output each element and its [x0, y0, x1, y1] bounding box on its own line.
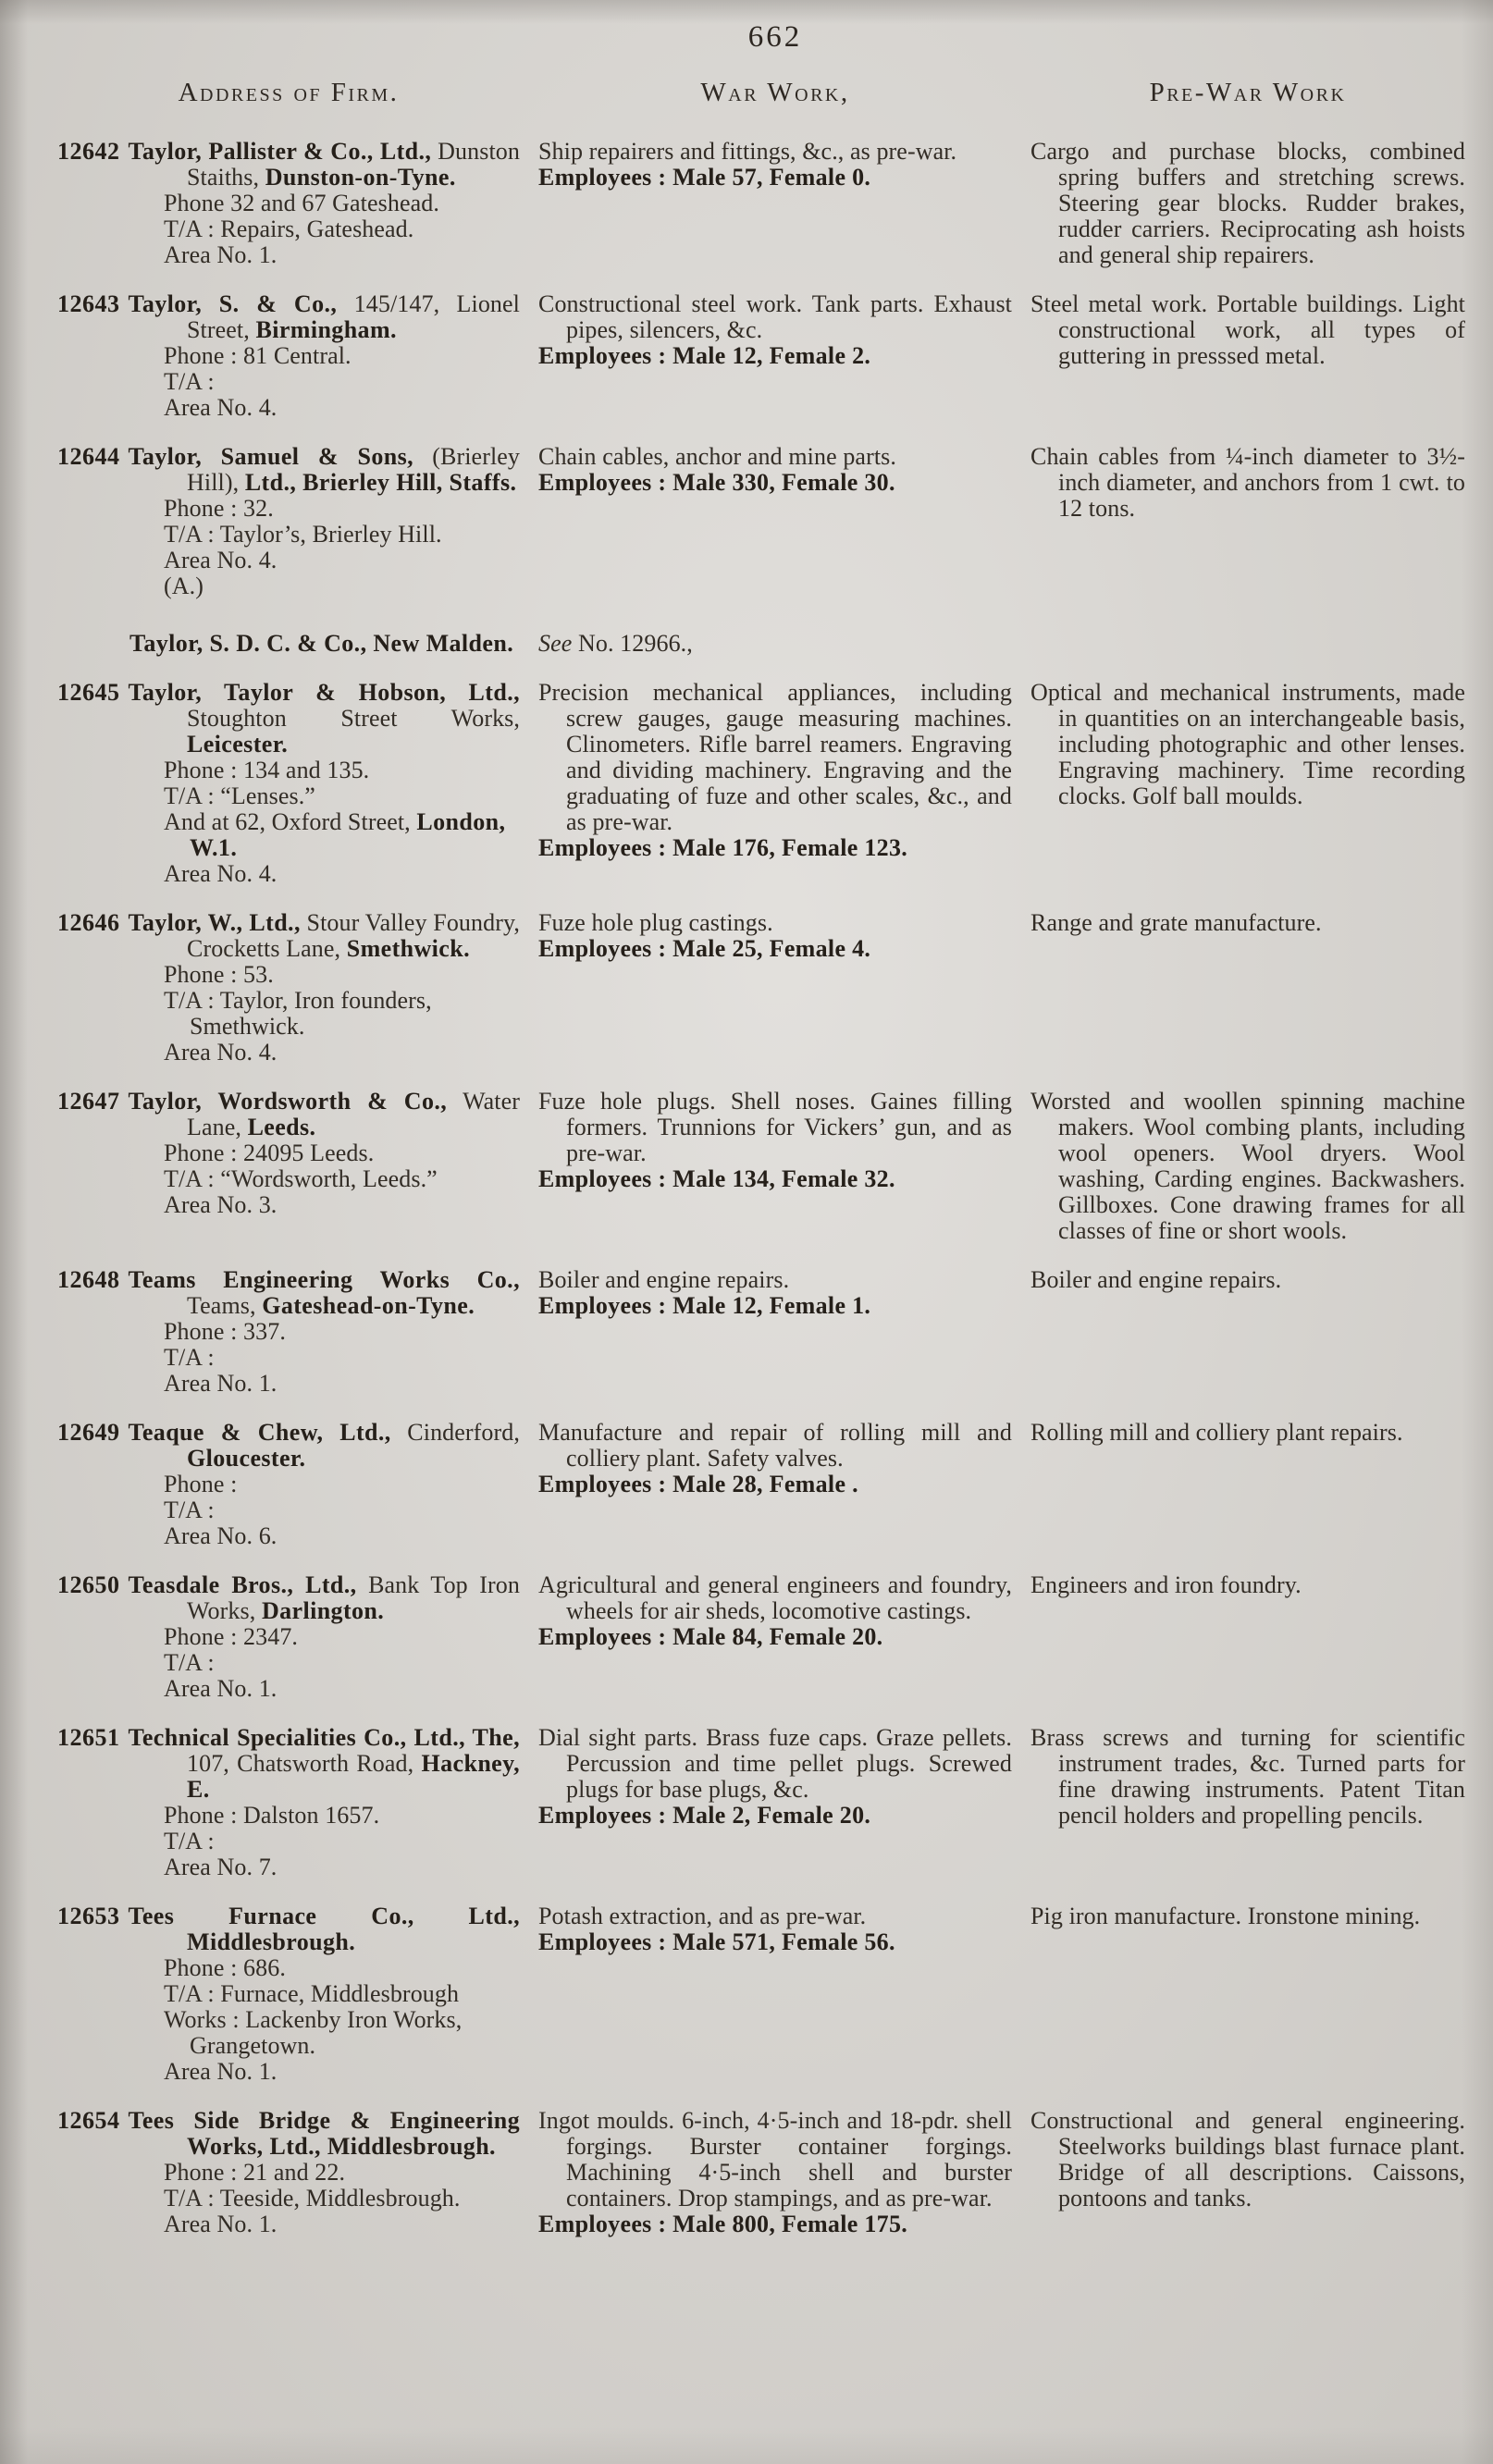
pre-war-work-paragraph: Engineers and iron foundry. — [1030, 1571, 1302, 1598]
address-detail-line: T/A : Repairs, Gateshead. — [164, 216, 414, 242]
address-of-firm-cell — [57, 910, 520, 1066]
address-of-firm-cell — [57, 139, 520, 268]
address-detail-line: Area No. 1. — [164, 2058, 278, 2085]
war-work-cell — [538, 631, 1012, 657]
employees-line: Employees : Male 28, Female . — [538, 1471, 858, 1497]
address-of-firm-cell — [57, 1420, 520, 1549]
pre-war-work-cell — [1030, 1420, 1465, 1549]
address-detail-line: T/A : Teeside, Middlesbrough. — [164, 2185, 461, 2211]
pre-war-work-cell — [1030, 1089, 1465, 1244]
entry-number: 12650 — [57, 1571, 120, 1598]
address-detail-line: T/A : “Wordsworth, Leeds.” — [164, 1165, 438, 1192]
address-of-firm-cell — [57, 1725, 520, 1880]
address-detail-line: Area No. 6. — [164, 1522, 278, 1549]
pre-war-work-paragraph: Worsted and woollen spinning machine makers. Wool combing plants, including wool openers. Wool dryers. Wool washing, Carding engines. Backwashers. Gillboxes. Cone drawing frames for all classes of fine or short wools. — [1030, 1088, 1465, 1244]
firm-name-and-address: 12644 Taylor, Samuel & Sons, (Brierley Hill), Ltd., Brierley Hill, Staffs. — [57, 443, 521, 496]
pre-war-work-paragraph: Brass screws and turning for scientific instrument trades, &c. Turned parts for fine drawing instruments. Patent Titan pencil holders and propelling pencils. — [1030, 1724, 1465, 1829]
war-work-paragraph: Dial sight parts. Brass fuze caps. Graze pellets. Percussion and time pellet plugs. Screwed plugs for base plugs, &c. — [538, 1724, 1012, 1803]
employees-line: Employees : Male 2, Female 20. — [538, 1802, 871, 1829]
employees-line: Employees : Male 12, Female 1. — [538, 1292, 871, 1319]
pre-war-work-cell — [1030, 444, 1465, 599]
firm-name-and-address: 12649 Teaque & Chew, Ltd., Cinderford, Gloucester. — [57, 1419, 520, 1472]
address-detail-line: Area No. 7. — [164, 1854, 278, 1880]
pre-war-work-paragraph: Constructional and general engineering. Steelworks buildings blast furnace plant. Bridge of all descriptions. Caissons, pontoons and tanks. — [1030, 2107, 1465, 2211]
firm-name-and-address: 12643 Taylor, S. & Co., 145/147, Lionel Street, Birmingham. — [57, 290, 520, 343]
pre-war-work-paragraph: Range and grate manufacture. — [1030, 909, 1322, 936]
address-of-firm-cell — [57, 1267, 520, 1397]
directory-entry — [57, 2108, 1493, 2237]
directory-entry — [57, 1903, 1493, 2085]
war-work-paragraph: Fuze hole plugs. Shell noses. Gaines filling formers. Trunnions for Vickers’ gun, and as pre-war. — [538, 1088, 1012, 1166]
entry-number: 12651 — [57, 1724, 120, 1751]
directory-entry — [57, 291, 1493, 421]
directory-entry — [57, 1725, 1493, 1880]
war-work-paragraph: Ingot moulds. 6-inch, 4·5-inch and 18-pdr. shell forgings. Burster container forgings. Machining 4·5-inch shell and burster containers. Drop stampings, and as pre-war. — [538, 2107, 1012, 2211]
address-detail-line: Phone : 53. — [164, 961, 274, 988]
address-detail-line: Phone : 21 and 22. — [164, 2159, 346, 2186]
address-detail-line: T/A : — [164, 1344, 215, 1371]
pre-war-work-paragraph: Chain cables from ¼-inch diameter to 3½-inch diameter, and anchors from 1 cwt. to 12 tons. — [1030, 443, 1465, 522]
entry-number: 12642 — [57, 138, 120, 165]
war-work-cell — [538, 139, 1012, 268]
address-detail-line: Phone : 2347. — [164, 1623, 299, 1650]
firm-name-and-address: 12651 Technical Specialities Co., Ltd., The, 107, Chatsworth Road, Hackney, E. — [57, 1724, 520, 1803]
address-detail-line: Phone : 81 Central. — [164, 342, 352, 369]
pre-war-work-cell — [1030, 1903, 1465, 2085]
directory-entry — [57, 139, 1493, 268]
employees-line: Employees : Male 330, Female 30. — [538, 469, 895, 496]
entry-number: 12647 — [57, 1088, 120, 1115]
header-pre-war-work: Pre-War Work — [1149, 78, 1347, 107]
address-detail-line: Works : Lackenby Iron Works, Grangetown. — [164, 2006, 463, 2059]
address-detail-line: T/A : — [164, 1497, 215, 1523]
firm-name-and-address: 12650 Teasdale Bros., Ltd., Bank Top Iron Works, Darlington. — [57, 1571, 520, 1624]
address-detail-line: Phone : Dalston 1657. — [164, 1802, 380, 1829]
war-work-cell — [538, 910, 1012, 1066]
directory-entry — [57, 680, 1493, 887]
directory-entry — [57, 1572, 1493, 1702]
war-work-paragraph: Ship repairers and fittings, &c., as pre-war. — [538, 138, 957, 165]
address-detail-line: Phone : 32. — [164, 495, 274, 522]
address-detail-line: Area No. 1. — [164, 1675, 278, 1702]
entry-number: 12646 — [57, 909, 120, 936]
directory-entry — [57, 444, 1493, 599]
pre-war-work-cell — [1030, 291, 1465, 421]
employees-line: Employees : Male 84, Female 20. — [538, 1623, 883, 1650]
address-of-firm-cell — [57, 1572, 520, 1702]
address-detail-line: Area No. 4. — [164, 860, 278, 887]
address-detail-line: Phone : — [164, 1471, 238, 1497]
war-work-cell — [538, 291, 1012, 421]
address-detail-line: (A.) — [164, 573, 204, 599]
pre-war-work-cell — [1030, 1572, 1465, 1702]
employees-line: Employees : Male 176, Female 123. — [538, 834, 908, 861]
directory-entry — [57, 631, 1493, 657]
address-of-firm-cell — [57, 444, 520, 599]
pre-war-work-cell — [1030, 1725, 1465, 1880]
address-detail-line: T/A : Taylor’s, Brierley Hill. — [164, 521, 442, 548]
war-work-cell — [538, 680, 1012, 887]
directory-entry — [57, 1420, 1493, 1549]
pre-war-work-cell — [1030, 631, 1465, 657]
entry-number: 12653 — [57, 1903, 120, 1929]
pre-war-work-cell — [1030, 2108, 1465, 2237]
war-work-cell — [538, 1725, 1012, 1880]
entry-number: 12649 — [57, 1419, 120, 1446]
employees-line: Employees : Male 800, Female 175. — [538, 2211, 908, 2237]
address-detail-line: T/A : — [164, 1828, 215, 1854]
firm-name-and-address: 12648 Teams Engineering Works Co., Teams, Gateshead-on-Tyne. — [57, 1266, 520, 1319]
firm-name-and-address: 12642 Taylor, Pallister & Co., Ltd., Dunston Staiths, Dunston-on-Tyne. — [57, 138, 520, 191]
address-detail-line: Area No. 1. — [164, 241, 278, 268]
directory-entry — [57, 910, 1493, 1066]
employees-line: Employees : Male 12, Female 2. — [538, 342, 871, 369]
pre-war-work-paragraph: Pig iron manufacture. Ironstone mining. — [1030, 1903, 1421, 1929]
war-work-paragraph: Agricultural and general engineers and foundry, wheels for air sheds, locomotive castings. — [538, 1571, 1012, 1624]
entry-number: 12644 — [57, 443, 120, 470]
entry-number: 12648 — [57, 1266, 120, 1293]
address-detail-line: Phone : 24095 Leeds. — [164, 1140, 375, 1166]
header-address-of-firm: Address of Firm. — [178, 78, 400, 107]
address-of-firm-cell — [57, 1089, 520, 1244]
firm-name-and-address: 12646 Taylor, W., Ltd., Stour Valley Foundry, Crocketts Lane, Smethwick. — [57, 909, 520, 962]
firm-name-and-address: Taylor, S. D. C. & Co., New Malden. — [130, 630, 514, 657]
address-of-firm-cell — [57, 291, 520, 421]
address-of-firm-cell — [57, 631, 520, 657]
address-detail-line: Phone : 686. — [164, 1954, 286, 1981]
entry-number: 12643 — [57, 290, 120, 317]
war-work-cell — [538, 1420, 1012, 1549]
address-detail-line: Area No. 1. — [164, 1370, 278, 1397]
address-detail-line: T/A : Furnace, Middlesbrough — [164, 1980, 460, 2007]
address-detail-line: T/A : “Lenses.” — [164, 782, 315, 809]
directory-entry — [57, 1089, 1493, 1244]
pre-war-work-cell — [1030, 1267, 1465, 1397]
war-work-paragraph: Precision mechanical appliances, including screw gauges, gauge measuring machines. Clinometers. Rifle barrel reamers. Engraving and dividing machinery. Engraving and the graduating of fuze and other scales, &c., and as pre-war. — [538, 679, 1012, 835]
address-of-firm-cell — [57, 680, 520, 887]
firm-name-and-address: 12647 Taylor, Wordsworth & Co., Water Lane, Leeds. — [57, 1088, 520, 1140]
column-headers — [57, 80, 1493, 105]
header-war-work: War Work, — [700, 78, 850, 107]
pre-war-work-paragraph: Cargo and purchase blocks, combined spring buffers and stretching screws. Steering gear blocks. Rudder brakes, rudder carriers. Reciprocating ash hoists and general ship repairers. — [1030, 138, 1465, 268]
address-detail-line: And at 62, Oxford Street, London, W.1. — [164, 808, 506, 861]
employees-line: Employees : Male 571, Female 56. — [538, 1928, 895, 1955]
war-work-paragraph: Potash extraction, and as pre-war. — [538, 1903, 867, 1929]
war-work-paragraph: Chain cables, anchor and mine parts. — [538, 443, 896, 470]
war-work-cell — [538, 1267, 1012, 1397]
pre-war-work-cell — [1030, 139, 1465, 268]
employees-line: Employees : Male 57, Female 0. — [538, 164, 871, 191]
address-detail-line: Area No. 1. — [164, 2211, 278, 2237]
address-detail-line: Area No. 3. — [164, 1191, 278, 1218]
entry-number: 12654 — [57, 2107, 120, 2134]
firm-name-and-address: 12653 Tees Furnace Co., Ltd., Middlesbrough. — [57, 1903, 520, 1955]
address-of-firm-cell — [57, 1903, 520, 2085]
war-work-paragraph: Constructional steel work. Tank parts. Exhaust pipes, silencers, &c. — [538, 290, 1012, 343]
war-work-cell — [538, 2108, 1012, 2237]
pre-war-work-paragraph: Steel metal work. Portable buildings. Light constructional work, all types of guttering in presssed metal. — [1030, 290, 1465, 369]
war-work-cell — [538, 444, 1012, 599]
pre-war-work-paragraph: Optical and mechanical instruments, made in quantities on an interchangeable basis, including photographic and other lenses. Engraving machinery. Time recording clocks. Golf ball moulds. — [1030, 679, 1465, 809]
address-detail-line: Phone : 134 and 135. — [164, 757, 370, 783]
address-detail-line: Phone : 337. — [164, 1318, 286, 1345]
employees-line: Employees : Male 25, Female 4. — [538, 935, 871, 962]
firm-name-and-address: 12654 Tees Side Bridge & Engineering Works, Ltd., Middlesbrough. — [57, 2107, 520, 2160]
address-detail-line: Area No. 4. — [164, 1039, 278, 1066]
war-work-cell — [538, 1572, 1012, 1702]
directory-entry — [57, 1267, 1493, 1397]
war-work-cell — [538, 1903, 1012, 2085]
war-work-paragraph: See No. 12966., — [538, 630, 693, 657]
war-work-paragraph: Boiler and engine repairs. — [538, 1266, 790, 1293]
firm-name-and-address: 12645 Taylor, Taylor & Hobson, Ltd., Stoughton Street Works, Leicester. — [57, 679, 520, 758]
address-detail-line: T/A : — [164, 1649, 215, 1676]
address-detail-line: T/A : — [164, 368, 215, 395]
war-work-cell — [538, 1089, 1012, 1244]
pre-war-work-cell — [1030, 910, 1465, 1066]
page-number: 662 — [747, 20, 803, 54]
address-detail-line: Phone 32 and 67 Gateshead. — [164, 190, 439, 216]
address-detail-line: Area No. 4. — [164, 394, 278, 421]
directory-entries — [57, 139, 1493, 2237]
address-detail-line: Area No. 4. — [164, 547, 278, 573]
employees-line: Employees : Male 134, Female 32. — [538, 1165, 895, 1192]
pre-war-work-cell — [1030, 680, 1465, 887]
pre-war-work-paragraph: Boiler and engine repairs. — [1030, 1266, 1282, 1293]
war-work-paragraph: Manufacture and repair of rolling mill and colliery plant. Safety valves. — [538, 1419, 1012, 1472]
address-detail-line: T/A : Taylor, Iron founders, Smethwick. — [164, 987, 432, 1040]
entry-number: 12645 — [57, 679, 120, 706]
war-work-paragraph: Fuze hole plug castings. — [538, 909, 773, 936]
address-of-firm-cell — [57, 2108, 520, 2237]
pre-war-work-paragraph: Rolling mill and colliery plant repairs. — [1030, 1419, 1403, 1446]
